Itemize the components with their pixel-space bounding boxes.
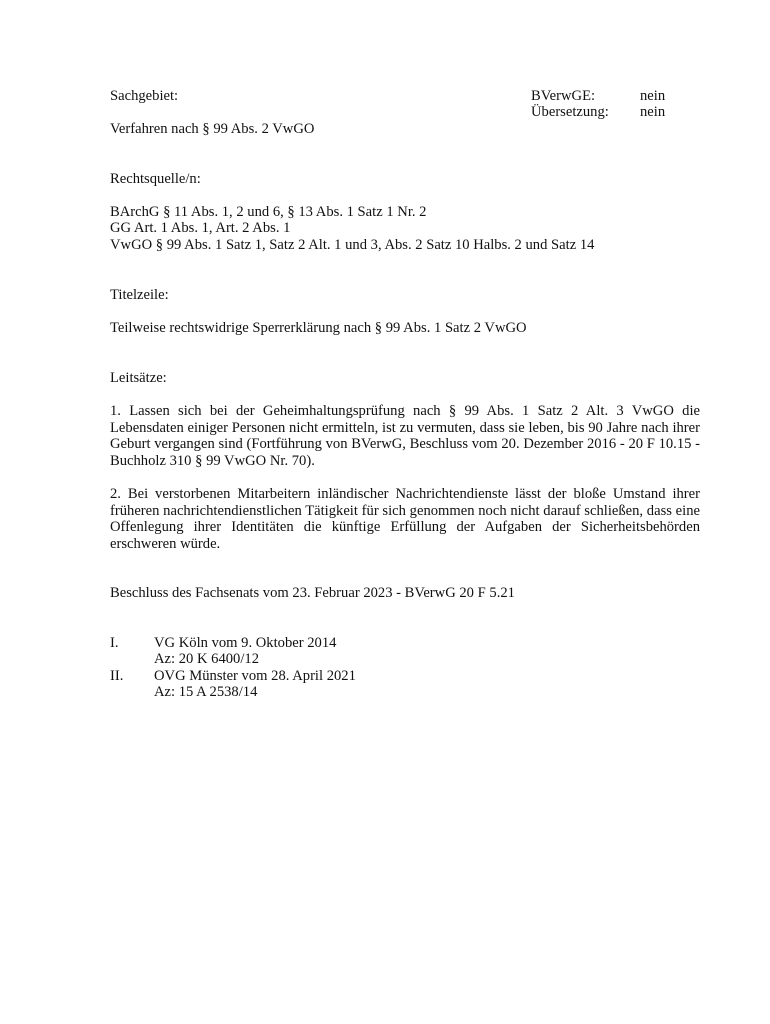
- uebersetzung-value: nein: [640, 104, 666, 120]
- rechtsquelle-line: BArchG § 11 Abs. 1, 2 und 6, § 13 Abs. 1 Satz 1 Nr. 2: [110, 204, 427, 220]
- rechtsquellen-heading: Rechtsquelle/n:: [110, 171, 201, 187]
- instanz-1-az: Az: 20 K 6400/12: [154, 651, 259, 667]
- leitsaetze-heading: Leitsätze:: [110, 370, 167, 386]
- instanz-1-numeral: I.: [110, 635, 119, 651]
- titelzeile-heading: Titelzeile:: [110, 287, 169, 303]
- leitsatz-2: [110, 486, 700, 552]
- bverwge-label: BVerwGE:: [531, 88, 596, 104]
- bverwge-value: nein: [640, 88, 666, 104]
- beschluss-line: Beschluss des Fachsenats vom 23. Februar 2023 - BVerwG 20 F 5.21: [110, 585, 515, 601]
- leitsatz-text: 1. Lassen sich bei der Geheimhaltungsprüfung nach § 99 Abs. 1 Satz 2 Alt. 3 VwGO die Lebensdaten einiger Personen nicht ermitteln, ist zu vermuten, dass sie leben, bis 90 Jahre nach ihrer Geburt vergangen sind (Fortführung von BVerwG, Beschluss vom 20. Dezember 2016 - 20 F 10.15 - Buchholz 310 § 99 VwGO Nr. 70).: [110, 403, 700, 469]
- titelzeile-text: Teilweise rechtswidrige Sperrerklärung nach § 99 Abs. 1 Satz 2 VwGO: [110, 320, 527, 336]
- instanz-1-court: VG Köln vom 9. Oktober 2014: [154, 635, 337, 651]
- rechtsquelle-line: GG Art. 1 Abs. 1, Art. 2 Abs. 1: [110, 220, 291, 236]
- sachgebiet-label: Sachgebiet:: [110, 88, 179, 104]
- uebersetzung-label: Übersetzung:: [531, 104, 609, 120]
- leitsatz-text: 2. Bei verstorbenen Mitarbeitern inländischer Nachrichtendienste lässt der bloße Umstand ihrer früheren nachrichtendienstlichen Tätigkeit für sich genommen noch nicht darauf schließen, dass eine Offenlegung ihrer Identitäten die künftige Erfüllung der Aufgaben der Sicherheitsbehörden erschweren würde.: [110, 486, 700, 552]
- rechtsquelle-line: VwGO § 99 Abs. 1 Satz 1, Satz 2 Alt. 1 und 3, Abs. 2 Satz 10 Halbs. 2 und Satz 14: [110, 237, 595, 253]
- leitsatz-1: [110, 403, 700, 469]
- instanz-2-az: Az: 15 A 2538/14: [154, 684, 258, 700]
- instanz-2-court: OVG Münster vom 28. April 2021: [154, 668, 356, 684]
- instanz-2-numeral: II.: [110, 668, 124, 684]
- sachgebiet-value: Verfahren nach § 99 Abs. 2 VwGO: [110, 121, 315, 137]
